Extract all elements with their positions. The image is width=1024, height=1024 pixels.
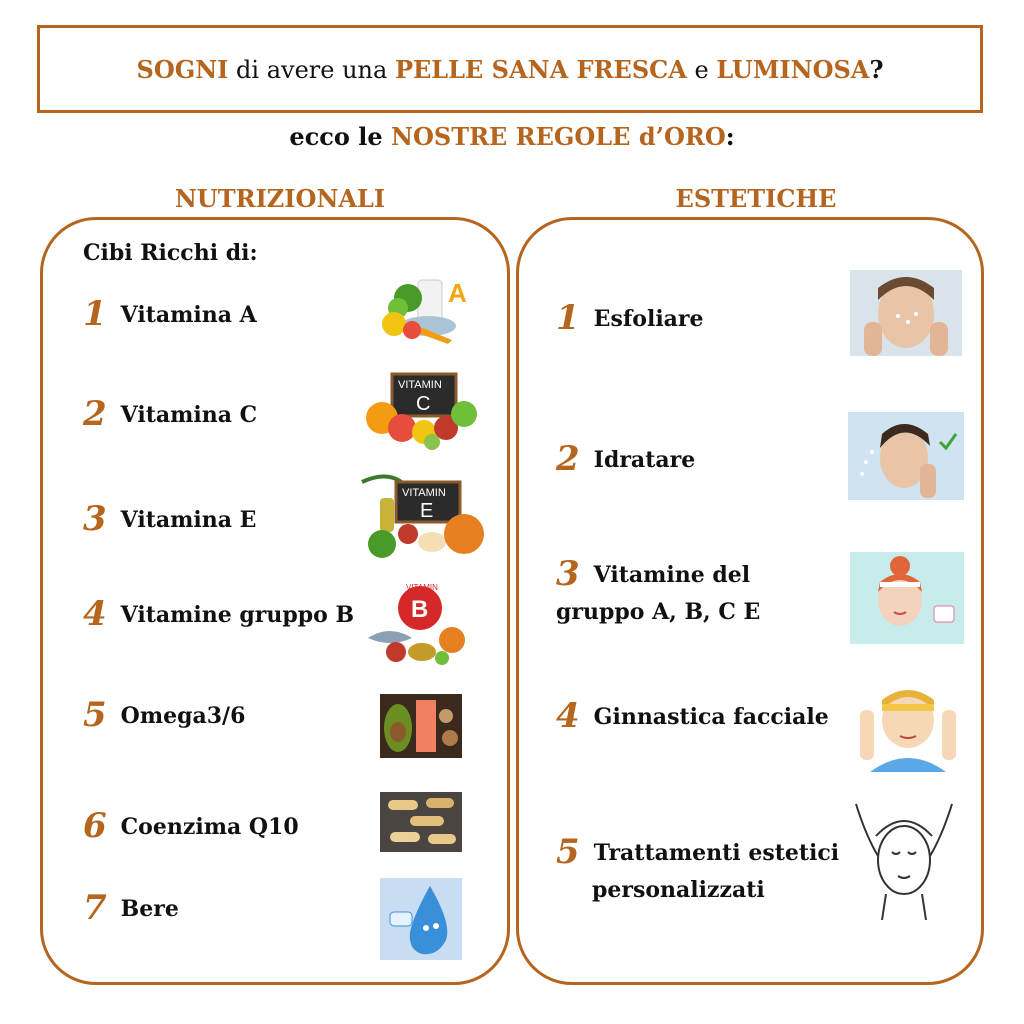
- face-massage-icon: [846, 796, 962, 922]
- exfoliate-face-icon: [850, 270, 962, 356]
- vitamin-c-letter: C: [416, 393, 431, 415]
- nutrition-item-7: 7 Bere: [83, 888, 179, 928]
- nutrition-item-6: 6 Coenzima Q10: [83, 806, 299, 846]
- vitamin-b-letter: B: [411, 596, 429, 623]
- vitamin-b-foods-icon: [366, 582, 478, 668]
- aesthetics-item-3-line1: 3 Vitamine del: [556, 554, 751, 594]
- nutrition-intro: Cibi Ricchi di:: [83, 240, 258, 266]
- hydrate-face-icon: [848, 412, 964, 500]
- pasta-icon: [380, 792, 462, 852]
- aesthetics-item-5-line2: personalizzati: [592, 876, 765, 903]
- omega-foods-icon: [380, 694, 462, 758]
- vitamin-a-foods-icon: [368, 272, 478, 346]
- face-gym-icon: [852, 680, 964, 772]
- aesthetics-item-4: 4 Ginnastica facciale: [556, 696, 829, 736]
- nutrition-item-2: 2 Vitamina C: [83, 394, 258, 434]
- nutrition-item-4: 4 Vitamine gruppo B: [83, 594, 355, 634]
- nutrition-item-1: 1 Vitamina A: [83, 294, 257, 334]
- nutrition-item-3: 3 Vitamina E: [83, 499, 257, 539]
- nutrition-item-5: 5 Omega3/6: [83, 695, 246, 735]
- aesthetics-item-5-line1: 5 Trattamenti estetici: [556, 832, 840, 872]
- aesthetics-item-5: [556, 830, 839, 906]
- aesthetics-item-2: 2 Idratare: [556, 439, 696, 479]
- nutrition-title: NUTRIZIONALI: [174, 184, 386, 213]
- headline-box: [37, 25, 983, 113]
- vitamin-b-arc-label: VITAMIN: [406, 583, 438, 592]
- headline-text: SOGNI di avere una PELLE SANA FRESCA e LUMINOSA?: [136, 54, 884, 84]
- vitamin-cream-face-icon: [850, 552, 964, 644]
- water-drop-icon: [380, 878, 462, 960]
- vitamin-a-label: A: [448, 278, 467, 308]
- aesthetics-item-3-line2: gruppo A, B, C E: [556, 598, 761, 625]
- vitamin-c-foods-icon: [362, 370, 480, 450]
- subheadline: ecco le NOSTRE REGOLE d’ORO:: [289, 122, 735, 151]
- aesthetics-item-1: 1 Esfoliare: [556, 298, 704, 338]
- vitamin-e-board-label: VITAMIN: [402, 487, 446, 499]
- aesthetics-item-3: [556, 552, 760, 628]
- aesthetics-title: ESTETICHE: [675, 184, 837, 213]
- vitamin-e-letter: E: [420, 500, 434, 522]
- vitamin-c-board-label: VITAMIN: [398, 379, 442, 391]
- vitamin-e-foods-icon: [358, 468, 486, 560]
